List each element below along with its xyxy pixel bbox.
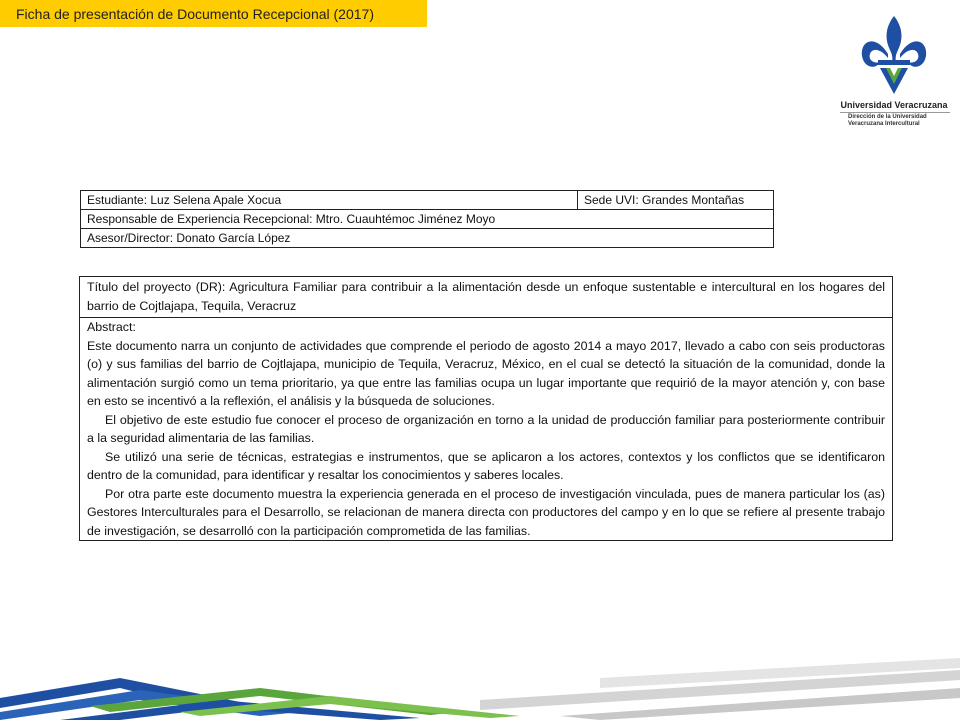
campus-cell: Sede UVI: Grandes Montañas bbox=[578, 191, 774, 210]
table-row bbox=[81, 191, 774, 210]
abstract-paragraph: Este documento narra un conjunto de actividades que comprende el periodo de agosto 2014 a mayo 2017, llevado a cabo con seis productoras (o) y sus familias del barrio de Cojtlajapa, municipio de Tequila, Veracruz, México, en el cual se detectó la situación de la comunidad, donde la alimentación surgió como un tema prioritario, ya que entre las familias ocupa un lugar importante que requirió de la mayor atención y, con base en esto se incentivó a la reflexión, el análisis y la búsqueda de soluciones. bbox=[87, 338, 885, 408]
page-title: Ficha de presentación de Documento Recepcional (2017) bbox=[16, 5, 374, 22]
university-subtitle bbox=[848, 114, 948, 128]
advisor-cell: Asesor/Director: Donato García López bbox=[81, 229, 774, 248]
subtitle-line-2: Veracruzana Intercultural bbox=[848, 121, 920, 127]
abstract-paragraph: El objetivo de este estudio fue conocer el proceso de organización en torno a la unidad de producción familiar para posteriormente contribuir a la seguridad alimentaria de las familias. bbox=[87, 412, 885, 445]
abstract-label: Abstract: bbox=[87, 320, 136, 334]
project-title: Título del proyecto (DR): Agricultura Familiar para contribuir a la alimentación desde un enfoque sustentable e intercultural en los hogares del barrio de Cojtlajapa, Tequila, Veracruz bbox=[80, 277, 892, 318]
university-logo bbox=[836, 14, 952, 134]
abstract-paragraph: Por otra parte este documento muestra la experiencia generada en el proceso de investigación vinculada, pues de manera particular los (as) Gestores Interculturales para el Desarrollo, se relacionan de manera directa con productores del campo y en lo que se refiere al presente trabajo de investigación, se desarrolló con la participación comprometida de las familias. bbox=[87, 486, 885, 538]
responsible-cell: Responsable de Experiencia Recepcional: Mtro. Cuauhtémoc Jiménez Moyo bbox=[81, 210, 774, 229]
student-info-table bbox=[80, 190, 774, 248]
subtitle-line-1: Dirección de la Universidad bbox=[848, 114, 927, 120]
table-row bbox=[81, 229, 774, 248]
decorative-stripes bbox=[0, 650, 960, 720]
header-bar bbox=[0, 0, 427, 27]
logo-divider bbox=[840, 112, 950, 113]
abstract-paragraph: Se utilizó una serie de técnicas, estrategias e instrumentos, que se aplicaron a los actores, contextos y los conflictos que se identificaron dentro de la comunidad, para identificar y resaltar los conocimientos y saberes locales. bbox=[87, 449, 885, 482]
project-box bbox=[79, 276, 893, 541]
university-name: Universidad Veracruzana bbox=[840, 100, 948, 110]
table-row bbox=[81, 210, 774, 229]
flor-de-lis-icon bbox=[858, 14, 930, 94]
student-name-cell: Estudiante: Luz Selena Apale Xocua bbox=[81, 191, 578, 210]
abstract-section bbox=[80, 318, 892, 540]
